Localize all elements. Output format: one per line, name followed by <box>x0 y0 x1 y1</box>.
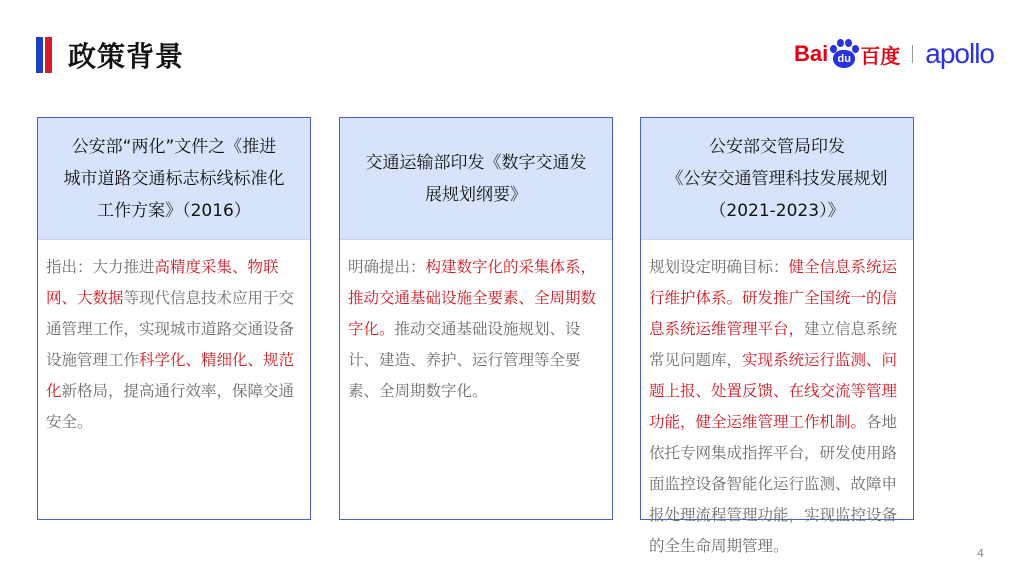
body-text: 明确提出： <box>348 258 426 276</box>
policy-card-2-header <box>340 118 612 240</box>
policy-card-3 <box>640 117 914 555</box>
highlight-text: 科学化、精细化、规范化 <box>46 351 295 400</box>
card-title-line: 公安部交管局印发 <box>709 136 845 157</box>
card-title-line: 交通运输部印发《数字交通发 <box>365 152 587 173</box>
baidu-paw-text: du <box>833 50 855 68</box>
page-title: 政策背景 <box>68 40 185 73</box>
baidu-logo-text: Bai <box>794 41 829 66</box>
body-text: 新格局，提高通行效率，保障交通安全。 <box>46 382 295 431</box>
body-text: 指出：大力推进 <box>46 258 155 276</box>
baidu-paw-icon <box>829 39 859 69</box>
policy-card-3-header <box>641 118 913 240</box>
title-accent-red <box>45 37 52 73</box>
card-title-line: 城市道路交通标志标线标准化 <box>63 168 285 189</box>
highlight-text: 实现系统运行监测、问题上报、处置反馈、在线交流等管理功能，健全运维管理工作机制。 <box>649 351 898 431</box>
baidu-logo <box>794 39 900 69</box>
policy-card-2-body <box>340 240 612 407</box>
policy-card-2 <box>339 117 613 520</box>
highlight-text: 构建数字化的采集体系，推动交通基础设施全要素、全周期数字化。 <box>348 258 597 338</box>
policy-card-1 <box>37 117 311 520</box>
card-title-line: 工作方案》（2016） <box>97 200 251 221</box>
body-text: 推动交通基础设施规划、设计、建造、养护、运行管理等全要素、全周期数字化。 <box>348 320 581 400</box>
highlight-text: 高精度采集、物联网、大数据 <box>46 258 279 307</box>
logo-group <box>794 38 994 70</box>
policy-card-1-title <box>64 131 285 227</box>
body-text: 建立信息系统常见问题库， <box>649 320 898 369</box>
card-title-line: 公安部“两化”文件之《推进 <box>71 136 277 157</box>
logo-divider <box>912 45 913 63</box>
policy-card-3-body <box>641 240 913 562</box>
card-title-line: 《公安交通管理科技发展规划 <box>666 168 888 189</box>
baidu-logo-cn: 百度 <box>860 45 901 68</box>
body-text: 各地依托专网集成指挥平台，研发使用路面监控设备智能化运行监测、故障申报处理流程管理功能，实现监控设备的全生命周期管理。 <box>649 413 898 555</box>
highlight-text: 健全信息系统运行维护体系。研发推广全国统一的信息系统运维管理平台， <box>649 258 898 338</box>
policy-card-1-body <box>38 240 310 438</box>
card-title-line: 展规划纲要》 <box>425 184 527 205</box>
title-accent-blue <box>36 37 43 73</box>
apollo-logo: apollo <box>925 38 994 69</box>
policy-card-2-title <box>366 147 587 211</box>
page-number: 4 <box>977 547 984 560</box>
title-bar <box>36 35 184 75</box>
policy-card-3-title <box>667 131 888 227</box>
policy-card-1-header <box>38 118 310 240</box>
card-title-line: （2021-2023）》 <box>709 200 845 221</box>
body-text: 规划设定明确目标： <box>649 258 789 276</box>
body-text: 等现代信息技术应用于交通管理工作，实现城市道路交通设备设施管理工作 <box>46 289 295 369</box>
